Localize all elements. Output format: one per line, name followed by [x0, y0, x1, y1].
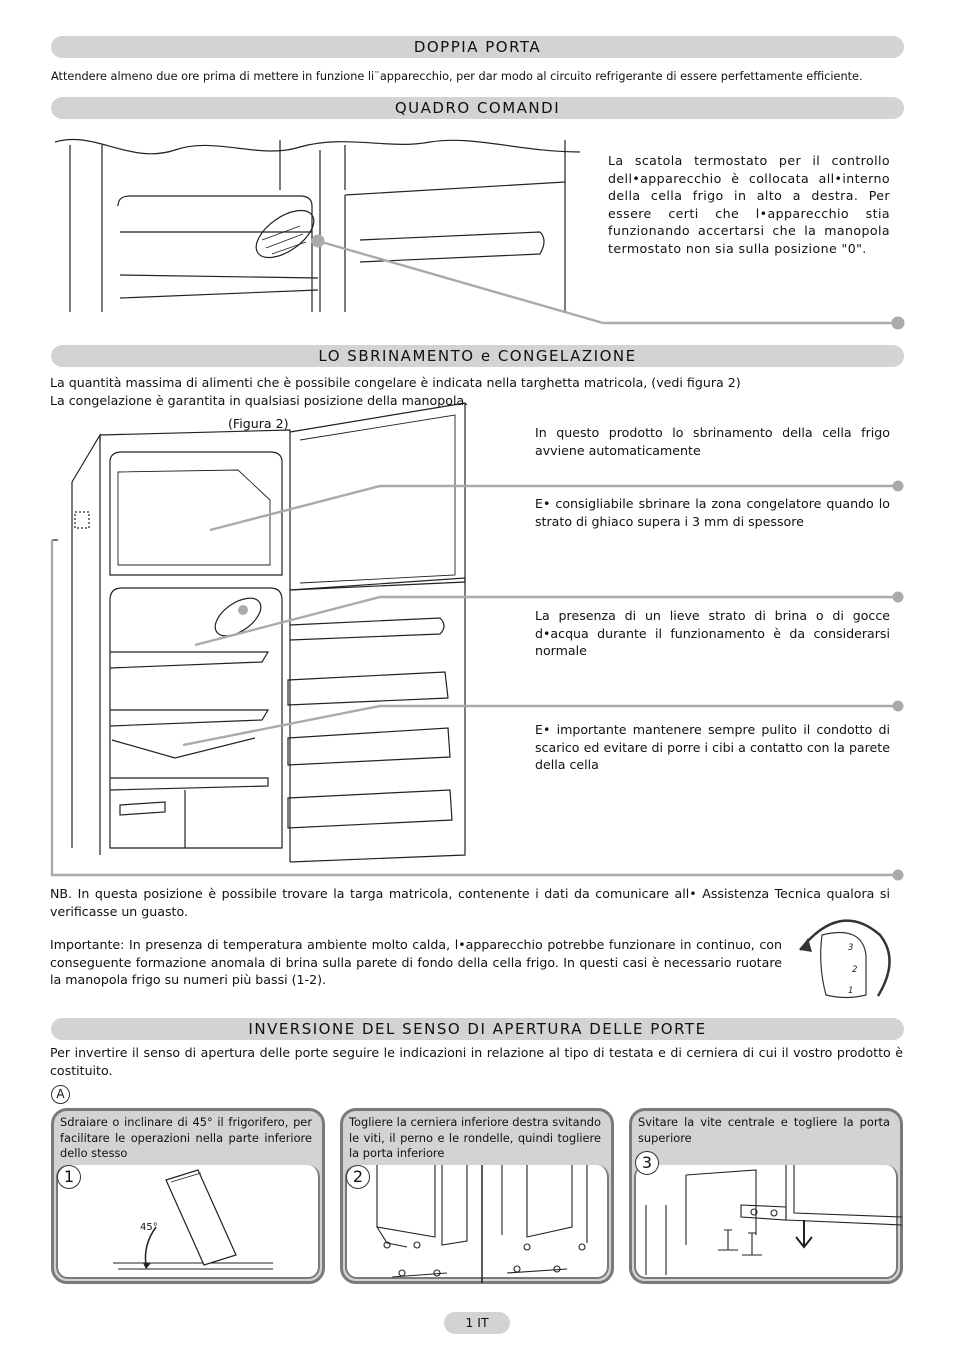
step-1-text: Sdraiare o inclinare di 45° il frigorifero, per facilitare le operazioni nella parte inferiore dello stesso	[60, 1115, 312, 1160]
callout-4: E• importante mantenere sempre pulito il condotto di scarico ed evitare di porre i cibi a contatto con la parete della cella	[535, 722, 890, 772]
quadro-callout-dot	[312, 235, 325, 248]
step-3-text: Svitare la vite centrale e togliere la porta superiore	[638, 1115, 890, 1145]
quadro-callout-line	[318, 241, 603, 323]
figure-label: (Figura 2)	[228, 416, 289, 431]
thermostat-dial-illustration	[800, 921, 890, 998]
importante-text: Importante: In presenza di temperatura ambiente molto calda, l•apparecchio potrebbe funzionare in continuo, con conseguente formazione anomala di brina sulla parete di fondo della cella frigo. In questi casi è necessario ruotare la manopola frigo su numeri più bassi (1-2).	[50, 937, 782, 987]
dial-num-3: 3	[848, 943, 854, 953]
variant-a-badge: A	[51, 1085, 70, 1104]
step-card-1	[51, 1108, 325, 1284]
step-2-number: 2	[346, 1165, 370, 1189]
inversione-text: Per invertire il senso di apertura delle porte seguire le indicazioni in relazione al tipo di testata e di cerniera di cui il vostro prodotto è costituito.	[50, 1045, 903, 1078]
callout-1: In questo prodotto lo sbrinamento della cella frigo avviene automaticamente	[535, 425, 890, 458]
doppia-porta-note: Attendere almeno due ore prima di mettere in funzione li¨apparecchio, per dar modo al circuito refrigerante di essere perfettamente efficiente.	[51, 70, 863, 83]
step-2-text: Togliere la cerniera inferiore destra svitando le viti, il perno e le rondelle, quindi togliere la porta inferiore	[349, 1115, 601, 1160]
step-card-2	[340, 1108, 614, 1284]
callout-2: E• consigliabile sbrinare la zona congelatore quando lo strato di ghiaco supera i 3 mm di spessore	[535, 496, 890, 529]
dial-num-1: 1	[848, 986, 854, 996]
angle-label: 45°	[140, 1222, 158, 1233]
step-3-illustration	[634, 1165, 898, 1279]
page-number: 1 IT	[444, 1312, 510, 1334]
section-sbrinamento: LO SBRINAMENTO e CONGELAZIONE	[51, 345, 904, 367]
sbrin-intro-1: La quantità massima di alimenti che è possibile congelare è indicata nella targhetta matricola, (vedi figura 2)	[50, 375, 741, 390]
dial-num-2: 2	[852, 965, 858, 975]
callout-3: La presenza di un lieve strato di brina o di gocce d•acqua durante il funzionamento è da considerarsi normale	[535, 608, 890, 658]
nb-text: NB. In questa posizione è possibile trovare la targa matricola, contenente i dati da comunicare all• Assistenza Tecnica qualora si verificasse un guasto.	[50, 886, 890, 919]
step-3-number: 3	[635, 1151, 659, 1175]
step-1-number: 1	[57, 1165, 81, 1189]
fridge-top-illustration	[55, 139, 580, 312]
step-1-illustration	[56, 1165, 320, 1279]
section-quadro-comandi: QUADRO COMANDI	[51, 97, 904, 119]
section-inversione: INVERSIONE DEL SENSO DI APERTURA DELLE PORTE	[51, 1018, 904, 1040]
section-doppia-porta: DOPPIA PORTA	[51, 36, 904, 58]
step-card-3	[629, 1108, 903, 1284]
sbrin-intro-2: La congelazione è garantita in qualsiasi posizione della manopola.	[50, 393, 469, 408]
step-2-illustration	[345, 1165, 609, 1279]
quadro-text: La scatola termostato per il controllo dell•apparecchio è collocata all•interno della cella frigo in alto a destra. Per essere certi che l•apparecchio stia funzionando accertarsi che la manopola termostato non sia sulla posizione "0".	[608, 153, 890, 256]
